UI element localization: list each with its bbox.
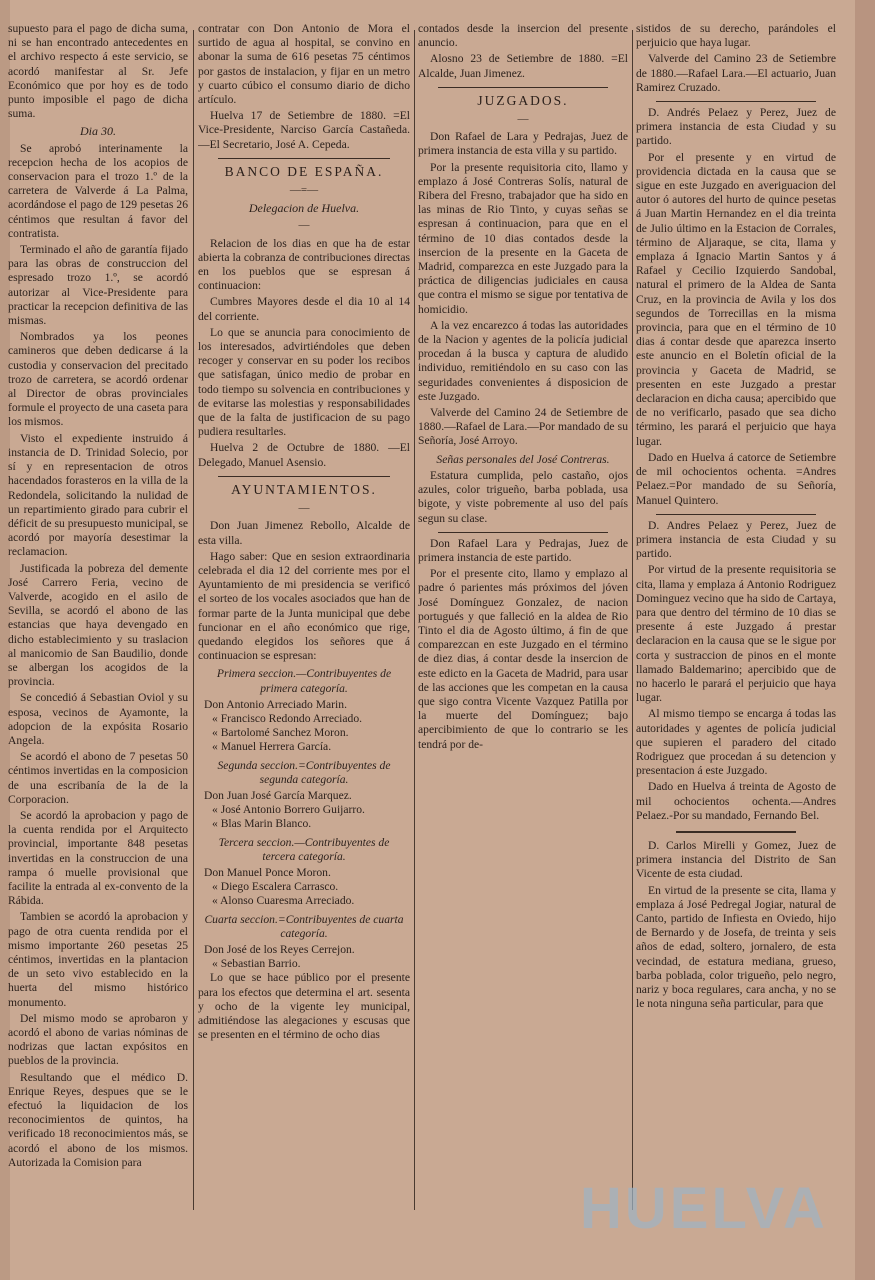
- ayunt-paragraph: Lo que se hace público por el presente para los efectos que determina el art. sesenta y ocho de la vigente ley municipal, admitiéndose las alegaciones y escusas que se presenten en el término de ocho dias: [198, 971, 410, 1042]
- section-2-title: Segunda seccion.=Contribuyentes de segunda categoría.: [217, 758, 391, 786]
- name-line: « José Antonio Borrero Guijarro.: [212, 803, 365, 817]
- day-heading: Dia 30.: [80, 124, 116, 139]
- banco-paragraph: Lo que se anuncia para conocimiento de los interesados, advirtiéndoles que deben recoger y conservar en su poder los recibos que satisfagan, único medio de probar en todo tiempo su solvencia en contribuciones y de evitarse las molestias y responsabilidades que de la falta de justificacion de su pago pudiera resultarles.: [198, 325, 410, 439]
- name-line: Don Manuel Ponce Moron.: [204, 865, 331, 879]
- col1-paragraph: Se acordó la aprobacion y pago de la cuenta rendida por el Arquitecto provincial, importante 848 pesetas invertidas en la construccion de una rampa ó muelle provisional que facilite la entrada al ex-convento de la Rábida.: [8, 808, 188, 908]
- name-line: « Manuel Herrera García.: [212, 740, 332, 754]
- page-edge: [855, 0, 875, 1280]
- col4-top-text: sistidos de su derecho, parándoles el perjuicio que haya lugar.: [636, 22, 836, 50]
- edict-paragraph: En virtud de la presente se cita, llama y emplaza á José Pedregal Jogiar, natural de Canto, partido de Infiesta en Oviedo, hijo de Bernardo y de Josefa, de treinta y seis años de edad, soltero, jornalero, de esta vecindad, de estatura mediana, grueso, barba poblada, color trigueño, pelo negro, nariz y boca regulares, cara ancha, y no se le nota ninguna seña particular, para que: [636, 883, 836, 1011]
- col3-top-text: contados desde la insercion del presente anuncio.: [418, 22, 628, 50]
- col1-paragraph: Visto el expediente instruido á instancia de D. Trinidad Solecio, por sí y en representacion de otros hacendados forasteros en la villa de la Redondela, solicitando la nulidad de un repartimiento girado para cubrir el déficit de su presupuesto municipal, se acordó por mayoría desestimar la reclamacion.: [8, 431, 188, 559]
- col1-paragraph: Resultando que el médico D. Enrique Reyes, despues que se le efectuó la liquidacion de los reconocimientos de quintos, ha verificado 18 reconocimientos más, se acordó el abono de los mismos. Autorizada la Comision para: [8, 1070, 188, 1169]
- banco-title: BANCO DE ESPAÑA.: [224, 163, 384, 179]
- edict-heading: Don Rafael de Lara y Pedrajas, Juez de primera instancia de esta villa y su partido.: [418, 130, 628, 158]
- ayuntamientos-title: AYUNTAMIENTOS.: [231, 481, 377, 497]
- section-rule: [676, 831, 796, 833]
- col1-paragraph: Se acordó el abono de 7 pesetas 50 céntimos invertidas en la composicion de una escribanía de la de la Corporacion.: [8, 750, 188, 806]
- section-rule: [218, 476, 390, 477]
- ayunt-paragraph: Hago saber: Que en sesion extraordinaria celebrada el dia 12 del corriente mes por el Ayuntamiento de mi presidencia se verificó el sorteo de los vocales asociados que han de formar parte de la Junta municipal que debe funcionar en el año económico que rige, quedando elegidos los señores que á continuacion se espresan:: [198, 549, 410, 663]
- edict-paragraph: Por la presente requisitoria cito, llamo y emplazo á José Contreras Solís, natural de Ribera del Fresno, trabajador que ha sido en las minas de Rio Tinto, y cuyas señas se espresan á continuacion, para que en el término de 10 dias contados desde la insercion de la presente en la Gaceta de Madrid, comparezca en este Juzgado para la práctica de diligencias judiciales en causa que contra el mismo se sigue por tentativa de homicidio.: [418, 160, 628, 316]
- name-line: Don José de los Reyes Cerrejon.: [204, 942, 355, 956]
- edict-paragraph: Por el presente cito, llamo y emplazo al padre ó parientes más próximos del jóven José Domínguez Gonzalez, de nacion portugués y que falleció en la aldea de Rio Tinto el dia de Agosto último, á fin de que comparezcan en este Juzgado en el término de diez dias, á contar desde la insercion de este edicto en la Gaceta de Madrid, para usar de las acciones que les competan en la causa que sigo contra Vicente Vazquez Patilla por la muerte del Domínguez; bajo apercibimiento de que lo contrario se les tendrá por de-: [418, 567, 628, 751]
- archive-watermark: HUELVA: [580, 1176, 828, 1241]
- column-divider: [193, 30, 194, 1210]
- dash-ornament: —: [298, 219, 310, 232]
- name-line: « Diego Escalera Carrasco.: [212, 880, 339, 894]
- col1-top-text: supuesto para el pago de dicha suma, ni se han encontrado antecedentes en el archivo respecto á este servicio, se acordó manifestar al Sr. Jefe Económico que por hoy es de todo punto imposible el pago de dicha suma.: [8, 22, 188, 121]
- section-1-title: Primera seccion.—Contribuyentes de primera categoría.: [216, 667, 392, 695]
- senas-title: Señas personales del José Contreras.: [436, 452, 610, 466]
- col1-paragraph: Tambien se acordó la aprobacion y pago de otra cuenta rendida por el mismo importante 260 pesetas 25 céntimos, invertidas en la plantacion de un seto vivo establecido en la huerta del mismo histórico monumento.: [8, 910, 188, 1009]
- name-line: « Bartolomé Sanchez Moron.: [212, 726, 349, 740]
- section-4-title: Cuarta seccion.=Contribuyentes de cuarta categoría.: [204, 912, 404, 940]
- name-line: « Francisco Redondo Arreciado.: [212, 711, 363, 725]
- dash-ornament: —=—: [289, 184, 319, 197]
- col4-top-signature: Valverde del Camino 23 de Setiembre de 1880.—Rafael Lara.—El actuario, Juan Ramirez Cruzado.: [636, 52, 836, 94]
- name-line: Don Juan José García Marquez.: [204, 788, 352, 802]
- edict-paragraph: Por el presente y en virtud de providencia dictada en la causa que se sigue en este Juzgado en averiguacion del autor ó autores del hurto de quince pesetas á Juan Martin Hernandez en el dia treinta de Julio último en la Estacion de Corrales, término de Aljaraque, se cita, llama y emplaza á Ignacio Martin Santos y á Rafael y Cecilio Izquierdo Sandobal, natural el primero de la Aldea de Santa Cruz, en la provincia de Avila y los dos segundos de Torrecillas en la misma provincia, para que en el término de 10 dias á contar desde que aparezca inserto este anuncio en el Boletín oficial de la provincia y Gaceta de Madrid, se presenten en este Juzgado a prestar declaracion en dicha causa; apercibido que de no verificarlo, pasado que sea dicho término, les parará el perjuicio que haya lugar.: [636, 150, 836, 448]
- column-divider: [632, 30, 633, 1210]
- edict-heading: D. Carlos Mirelli y Gomez, Juez de primera instancia del Distrito de San Vicente de esta ciudad.: [636, 838, 836, 881]
- section-rule: [656, 514, 816, 515]
- ayunt-paragraph: Don Juan Jimenez Rebollo, Alcalde de esta villa.: [198, 519, 410, 547]
- column-3: [418, 22, 628, 754]
- edict-paragraph: A la vez encarezco á todas las autoridades de la Nacion y agentes de la policía judicial procedan á la busca y captura de aludido individuo, remitiéndolo en su caso con las seguridades convenientes á disposicion de este Juzgado.: [418, 318, 628, 403]
- col2-top-text: contratar con Don Antonio de Mora el surtido de agua al hospital, se convino en abonar la suma de 616 pesetas 75 céntimos por gastos de instalacion, y fijar en un metro y cuarto cúbico el consumo diario de dicho artículo.: [198, 22, 410, 107]
- col1-paragraph: Terminado el año de garantía fijado para las obras de construccion del espresado trozo 1.º, se acordó autorizar al Vice-Presidente para practicar la recepcion definitiva de las mismas.: [8, 243, 188, 328]
- banco-signature: Huelva 2 de Octubre de 1880. —El Delegado, Manuel Asensio.: [198, 441, 410, 469]
- dash-ornament: —: [298, 502, 310, 515]
- banco-subtitle: Delegacion de Huelva.: [248, 201, 360, 216]
- senas-text: Estatura cumplida, pelo castaño, ojos azules, color trigueño, barba poblada, usa bigote, y viste pobremente al uso del país segun su clase.: [418, 468, 628, 525]
- edict-signature: Dado en Huelva á catorce de Setiembre de mil ochocientos ochenta. =Andres Pelaez.=Por mandado de su Señoría, Manuel Quintero.: [636, 450, 836, 507]
- edict-paragraph: Por virtud de la presente requisitoria se cita, llama y emplaza á Antonio Rodriguez Dominguez vecino que ha sido de Cartaya, para que dentro del término de 10 dias se presente á este Juzgado á prestar declaracion en la causa que se le sigue por corta y sustraccion de pinos en el monte llamado Baldemarino; apercibido que de no hacerlo le parará el perjuicio que haya lugar.: [636, 563, 836, 705]
- dash-ornament: —: [517, 113, 529, 126]
- section-rule: [656, 101, 816, 102]
- edict-heading: D. Andrés Pelaez y Perez, Juez de primera instancia de esta Ciudad y su partido.: [636, 106, 836, 148]
- edict-paragraph: Al mismo tiempo se encarga á todas las autoridades y agentes de policía judicial que supieren el paradero del citado Rodriguez que procedan á su detencion y presentacion á este Juzgado.: [636, 707, 836, 778]
- edict-heading: D. Andres Pelaez y Perez, Juez de primera instancia de esta Ciudad y su partido.: [636, 518, 836, 561]
- name-line: Don Antonio Arreciado Marin.: [204, 697, 347, 711]
- col1-paragraph: Nombrados ya los peones camineros que deben dedicarse á la custodia y conservacion del precitado trozo de carretera, se acordó ordenar al Director de obras provinciales formule el proyecto de una caseta para los mismos.: [8, 330, 188, 429]
- banco-paragraph: Cumbres Mayores desde el dia 10 al 14 del corriente.: [198, 295, 410, 323]
- col1-paragraph: Justificada la pobreza del demente José Carrero Feria, vecino de Valverde, acogido en el asilo de Sevilla, se acordó el abono de las estancias que haya devengado en dicho establecimiento y su traslacion al manicomio de San Baudilio, donde se albergan los acogidos de la provincia.: [8, 561, 188, 689]
- name-line: « Sebastian Barrio.: [212, 957, 301, 971]
- name-line: « Blas Marin Blanco.: [212, 817, 312, 831]
- col1-paragraph: Se concedió á Sebastian Oviol y su esposa, vecinos de Ayamonte, la adopcion de la expósita Rosario Angela.: [8, 691, 188, 747]
- edict-signature: Valverde del Camino 24 de Setiembre de 1880.—Rafael de Lara.—Por mandado de su Señoría, José Arroyo.: [418, 406, 628, 448]
- juzgados-title: JUZGADOS.: [477, 92, 569, 108]
- column-4: [636, 22, 836, 1013]
- column-divider: [414, 30, 415, 1210]
- edict-heading: Don Rafael Lara y Pedrajas, Juez de primera instancia de este partido.: [418, 536, 628, 564]
- section-3-title: Tercera seccion.—Contribuyentes de tercera categoría.: [218, 835, 390, 863]
- section-rule: [218, 158, 390, 159]
- banco-paragraph: Relacion de los dias en que ha de estar abierta la cobranza de contribuciones directas en los pueblos que se espresan á continuacion:: [198, 236, 410, 293]
- column-1: [8, 22, 188, 1172]
- col1-paragraph: Del mismo modo se aprobaron y acordó el abono de varias nóminas de nodrizas que lactan expósitos en pueblos de la provincia.: [8, 1011, 188, 1068]
- col1-paragraph: Se aprobó interinamente la recepcion hecha de los acopios de conservacion para el trozo 1.º de la carretera de Valverde á La Palma, acordándose el pago de 129 pesetas 26 céntimos que resultan á favor del contratista.: [8, 141, 188, 240]
- col2-top-signature: Huelva 17 de Setiembre de 1880. =El Vice-Presidente, Narciso García Castañeda.—El Secretario, José A. Cepeda.: [198, 109, 410, 151]
- name-line: « Alonso Cuaresma Arreciado.: [212, 894, 355, 908]
- section-rule: [438, 532, 608, 533]
- col3-top-signature: Alosno 23 de Setiembre de 1880. =El Alcalde, Juan Jimenez.: [418, 52, 628, 80]
- section-rule: [438, 87, 608, 88]
- column-2: [198, 22, 410, 1044]
- edict-signature: Dado en Huelva á treinta de Agosto de mil ochocientos ochenta.—Andres Pelaez.-Por su mandado, Fernando Bel.: [636, 780, 836, 822]
